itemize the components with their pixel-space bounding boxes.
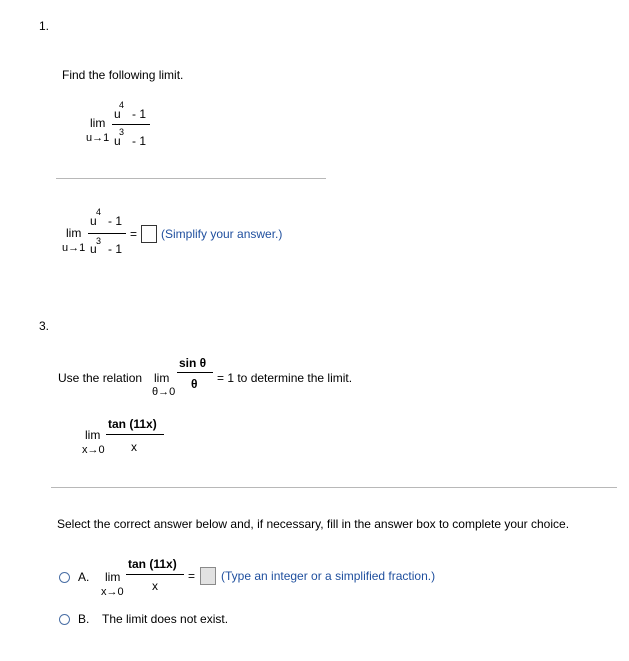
denominator-base: u [90,242,97,256]
lim-subscript: u→1 [86,132,110,144]
option-b-radio[interactable] [59,614,70,625]
lim-label: lim [90,116,106,130]
option-a-letter: A. [78,570,90,584]
lim-subscript: x→0 [82,444,105,456]
equals-sign: = [130,227,138,241]
numerator-rest: - 1 [132,107,147,121]
problem-number: 3. [39,319,50,333]
answer-input-box[interactable] [200,567,216,585]
fraction-bar [106,434,164,435]
numerator-base: u [90,214,97,228]
fraction-bar [112,124,150,125]
relation-denominator: θ [191,377,198,391]
relation-numerator: sin θ [179,356,207,370]
denominator-exponent: 3 [96,236,102,246]
equals-sign: = [188,569,196,583]
fraction-bar [88,233,126,234]
denominator: x [131,440,137,454]
problem-number: 1. [39,19,50,33]
numerator-exponent: 4 [96,207,102,217]
relation-subscript: θ→0 [152,386,176,398]
denominator-rest: - 1 [132,134,147,148]
problem-instruction: Find the following limit. [62,68,184,82]
lim-label: lim [105,570,121,584]
question-prompt: Select the correct answer below and, if necessary, fill in the answer box to complete your choice. [57,517,570,531]
denominator-base: u [114,134,121,148]
numerator-exponent: 4 [119,100,125,110]
relation-prefix: Use the relation [58,371,143,385]
option-a-hint: (Type an integer or a simplified fraction.) [221,569,436,583]
option-b-text: The limit does not exist. [102,612,229,626]
numerator: tan (11x) [108,417,157,431]
lim-subscript: x→0 [101,586,124,598]
numerator-base: u [114,107,121,121]
answer-hint: (Simplify your answer.) [161,227,283,241]
denominator: x [152,579,158,593]
relation-suffix: = 1 to determine the limit. [217,371,353,385]
numerator-rest: - 1 [108,214,123,228]
answer-input-box[interactable] [141,225,157,243]
divider [56,178,326,179]
fraction-bar [177,372,213,373]
option-b-letter: B. [78,612,90,626]
denominator-rest: - 1 [108,242,123,256]
lim-label: lim [85,428,101,442]
divider [51,487,617,488]
numerator: tan (11x) [128,557,177,571]
option-a-radio[interactable] [59,572,70,583]
lim-subscript: u→1 [62,242,86,254]
relation-lim: lim [154,371,170,385]
denominator-exponent: 3 [119,127,125,137]
fraction-bar [126,574,184,575]
lim-label: lim [66,226,82,240]
